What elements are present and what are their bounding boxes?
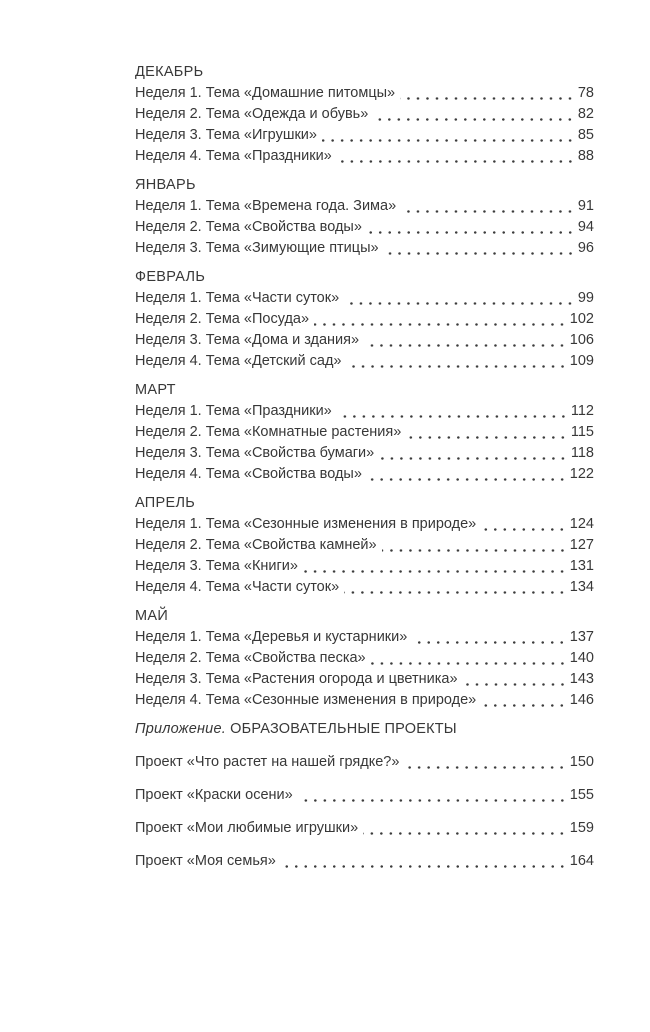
dot-leader [384,238,576,259]
toc-entry-title: Неделя 2. Тема «Посуда» [135,311,310,327]
toc-entry-title: Неделя 2. Тема «Комнатные растения» [135,424,402,440]
dot-leader [406,422,569,443]
toc-entry-title: Проект «Моя семья» [135,853,276,869]
toc-entry-page-number: 85 [577,127,594,143]
dot-leader [379,443,569,464]
toc-entry-page-number: 140 [569,650,594,666]
toc-entry-title: Проект «Краски осени» [135,787,293,803]
toc-entry-page-number: 155 [569,787,594,803]
toc-entry-title: Неделя 1. Тема «Сезонные изменения в природе» [135,516,477,532]
toc-entry-title: Неделя 1. Тема «Части суток» [135,290,340,306]
toc-entry-title: Проект «Мои любимые игрушки» [135,820,359,836]
toc-entry-row [135,818,594,839]
dot-leader [400,83,576,104]
toc-entry-page-number: 78 [577,85,594,101]
month-section [135,267,594,372]
toc-entry-page-number: 127 [569,537,594,553]
toc-entry-title: Неделя 3. Тема «Свойства бумаги» [135,445,375,461]
toc-entry-row [135,83,594,104]
toc-entry-title: Неделя 4. Тема «Праздники» [135,148,332,164]
dot-leader [412,627,567,648]
toc-entry-title: Неделя 4. Тема «Сезонные изменения в природе» [135,692,477,708]
toc-entry-row [135,443,594,464]
month-heading: АПРЕЛЬ [135,495,196,511]
toc-entry-row [135,556,594,577]
toc-entry-title: Неделя 1. Тема «Праздники» [135,403,332,419]
toc-entry-row [135,785,594,806]
toc-entry-page-number: 137 [569,629,594,645]
toc-entry-title: Неделя 2. Тема «Свойства песка» [135,650,366,666]
toc-entry-page-number: 94 [577,219,594,235]
toc-entry-title: Неделя 2. Тема «Свойства воды» [135,219,362,235]
toc-entry-row [135,196,594,217]
toc-entry-row [135,514,594,535]
dot-leader [298,785,568,806]
toc-entry-title: Проект «Что растет на нашей грядке?» [135,754,400,770]
dot-leader [314,309,568,330]
toc-entry-page-number: 131 [569,558,594,574]
toc-entry-title: Неделя 3. Тема «Растения огорода и цветника» [135,671,458,687]
toc-entry-row [135,330,594,351]
toc-entry-row [135,104,594,125]
toc-entry-row [135,146,594,167]
toc-entry-row [135,464,594,485]
dot-leader [481,690,568,711]
toc-entry-page-number: 112 [570,403,594,419]
toc-entry-row [135,535,594,556]
dot-leader [401,196,576,217]
toc-entry-title: Неделя 1. Тема «Домашние питомцы» [135,85,396,101]
toc-entry-title: Неделя 1. Тема «Деревья и кустарники» [135,629,408,645]
toc-entry-page-number: 96 [577,240,594,256]
toc-entry-page-number: 143 [569,671,594,687]
toc-entry-row [135,288,594,309]
toc-entry-page-number: 91 [577,198,594,214]
dot-leader [373,104,576,125]
toc-entry-title: Неделя 3. Тема «Игрушки» [135,127,317,143]
month-section [135,380,594,485]
toc-entry-title: Неделя 2. Тема «Одежда и обувь» [135,106,369,122]
dot-leader [363,818,568,839]
toc-entry-page-number: 146 [569,692,594,708]
toc-entry-page-number: 118 [570,445,594,461]
toc-entry-row [135,309,594,330]
toc-entry-row [135,627,594,648]
toc-entry-title: Неделя 4. Тема «Части суток» [135,579,340,595]
appendix-heading-prefix: Приложение. [135,721,226,737]
toc-entry-title: Неделя 1. Тема «Времена года. Зима» [135,198,397,214]
toc-entry-title: Неделя 3. Тема «Зимующие птицы» [135,240,379,256]
toc-month-sections [135,62,594,711]
toc-entry-page-number: 164 [569,853,594,869]
month-heading: МАЙ [135,608,169,624]
toc-entry-page-number: 88 [577,148,594,164]
appendix-heading-title: ОБРАЗОВАТЕЛЬНЫЕ ПРОЕКТЫ [230,721,457,737]
toc-entry-row [135,648,594,669]
month-section [135,175,594,259]
dot-leader [382,535,568,556]
toc-entry-title: Неделя 3. Тема «Книги» [135,558,298,574]
dot-leader [281,851,568,872]
month-section [135,62,594,167]
toc-entry-page-number: 159 [569,820,594,836]
toc-entry-page-number: 122 [569,466,594,482]
dot-leader [364,330,568,351]
toc-entry-title: Неделя 4. Тема «Свойства воды» [135,466,362,482]
dot-leader [371,648,568,669]
month-heading: ЯНВАРЬ [135,177,196,193]
toc-entry-row [135,851,594,872]
dot-leader [344,288,576,309]
month-section [135,606,594,711]
toc-entry-page-number: 124 [569,516,594,532]
dot-leader [404,752,567,773]
dot-leader [337,146,576,167]
dot-leader [367,217,576,238]
toc-entry-row [135,401,594,422]
toc-entry-row [135,669,594,690]
toc-entry-row [135,238,594,259]
toc-entry-page-number: 106 [569,332,594,348]
dot-leader [303,556,568,577]
toc-entry-page-number: 115 [570,424,594,440]
toc-entry-row [135,752,594,773]
toc-entry-row [135,577,594,598]
month-heading: МАРТ [135,382,176,398]
toc-entry-row [135,351,594,372]
toc-entry-row [135,422,594,443]
toc-entry-page-number: 99 [577,290,594,306]
appendix-entries [135,752,594,872]
toc-entry-page-number: 134 [569,579,594,595]
toc-entry-page-number: 150 [569,754,594,770]
toc-entry-title: Неделя 3. Тема «Дома и здания» [135,332,360,348]
toc-entry-page-number: 102 [569,311,594,327]
toc-entry-row [135,690,594,711]
dot-leader [481,514,568,535]
toc-entry-page-number: 109 [569,353,594,369]
toc-entry-row [135,125,594,146]
dot-leader [337,401,569,422]
toc-entry-title: Неделя 4. Тема «Детский сад» [135,353,342,369]
toc-entry-row [135,217,594,238]
dot-leader [322,125,576,146]
month-heading: ФЕВРАЛЬ [135,269,206,285]
month-section [135,493,594,598]
dot-leader [367,464,568,485]
dot-leader [347,351,568,372]
dot-leader [463,669,568,690]
month-heading: ДЕКАБРЬ [135,64,204,80]
table-of-contents-page [135,62,594,872]
appendix-heading [135,719,594,740]
dot-leader [344,577,568,598]
toc-entry-page-number: 82 [577,106,594,122]
toc-entry-title: Неделя 2. Тема «Свойства камней» [135,537,377,553]
